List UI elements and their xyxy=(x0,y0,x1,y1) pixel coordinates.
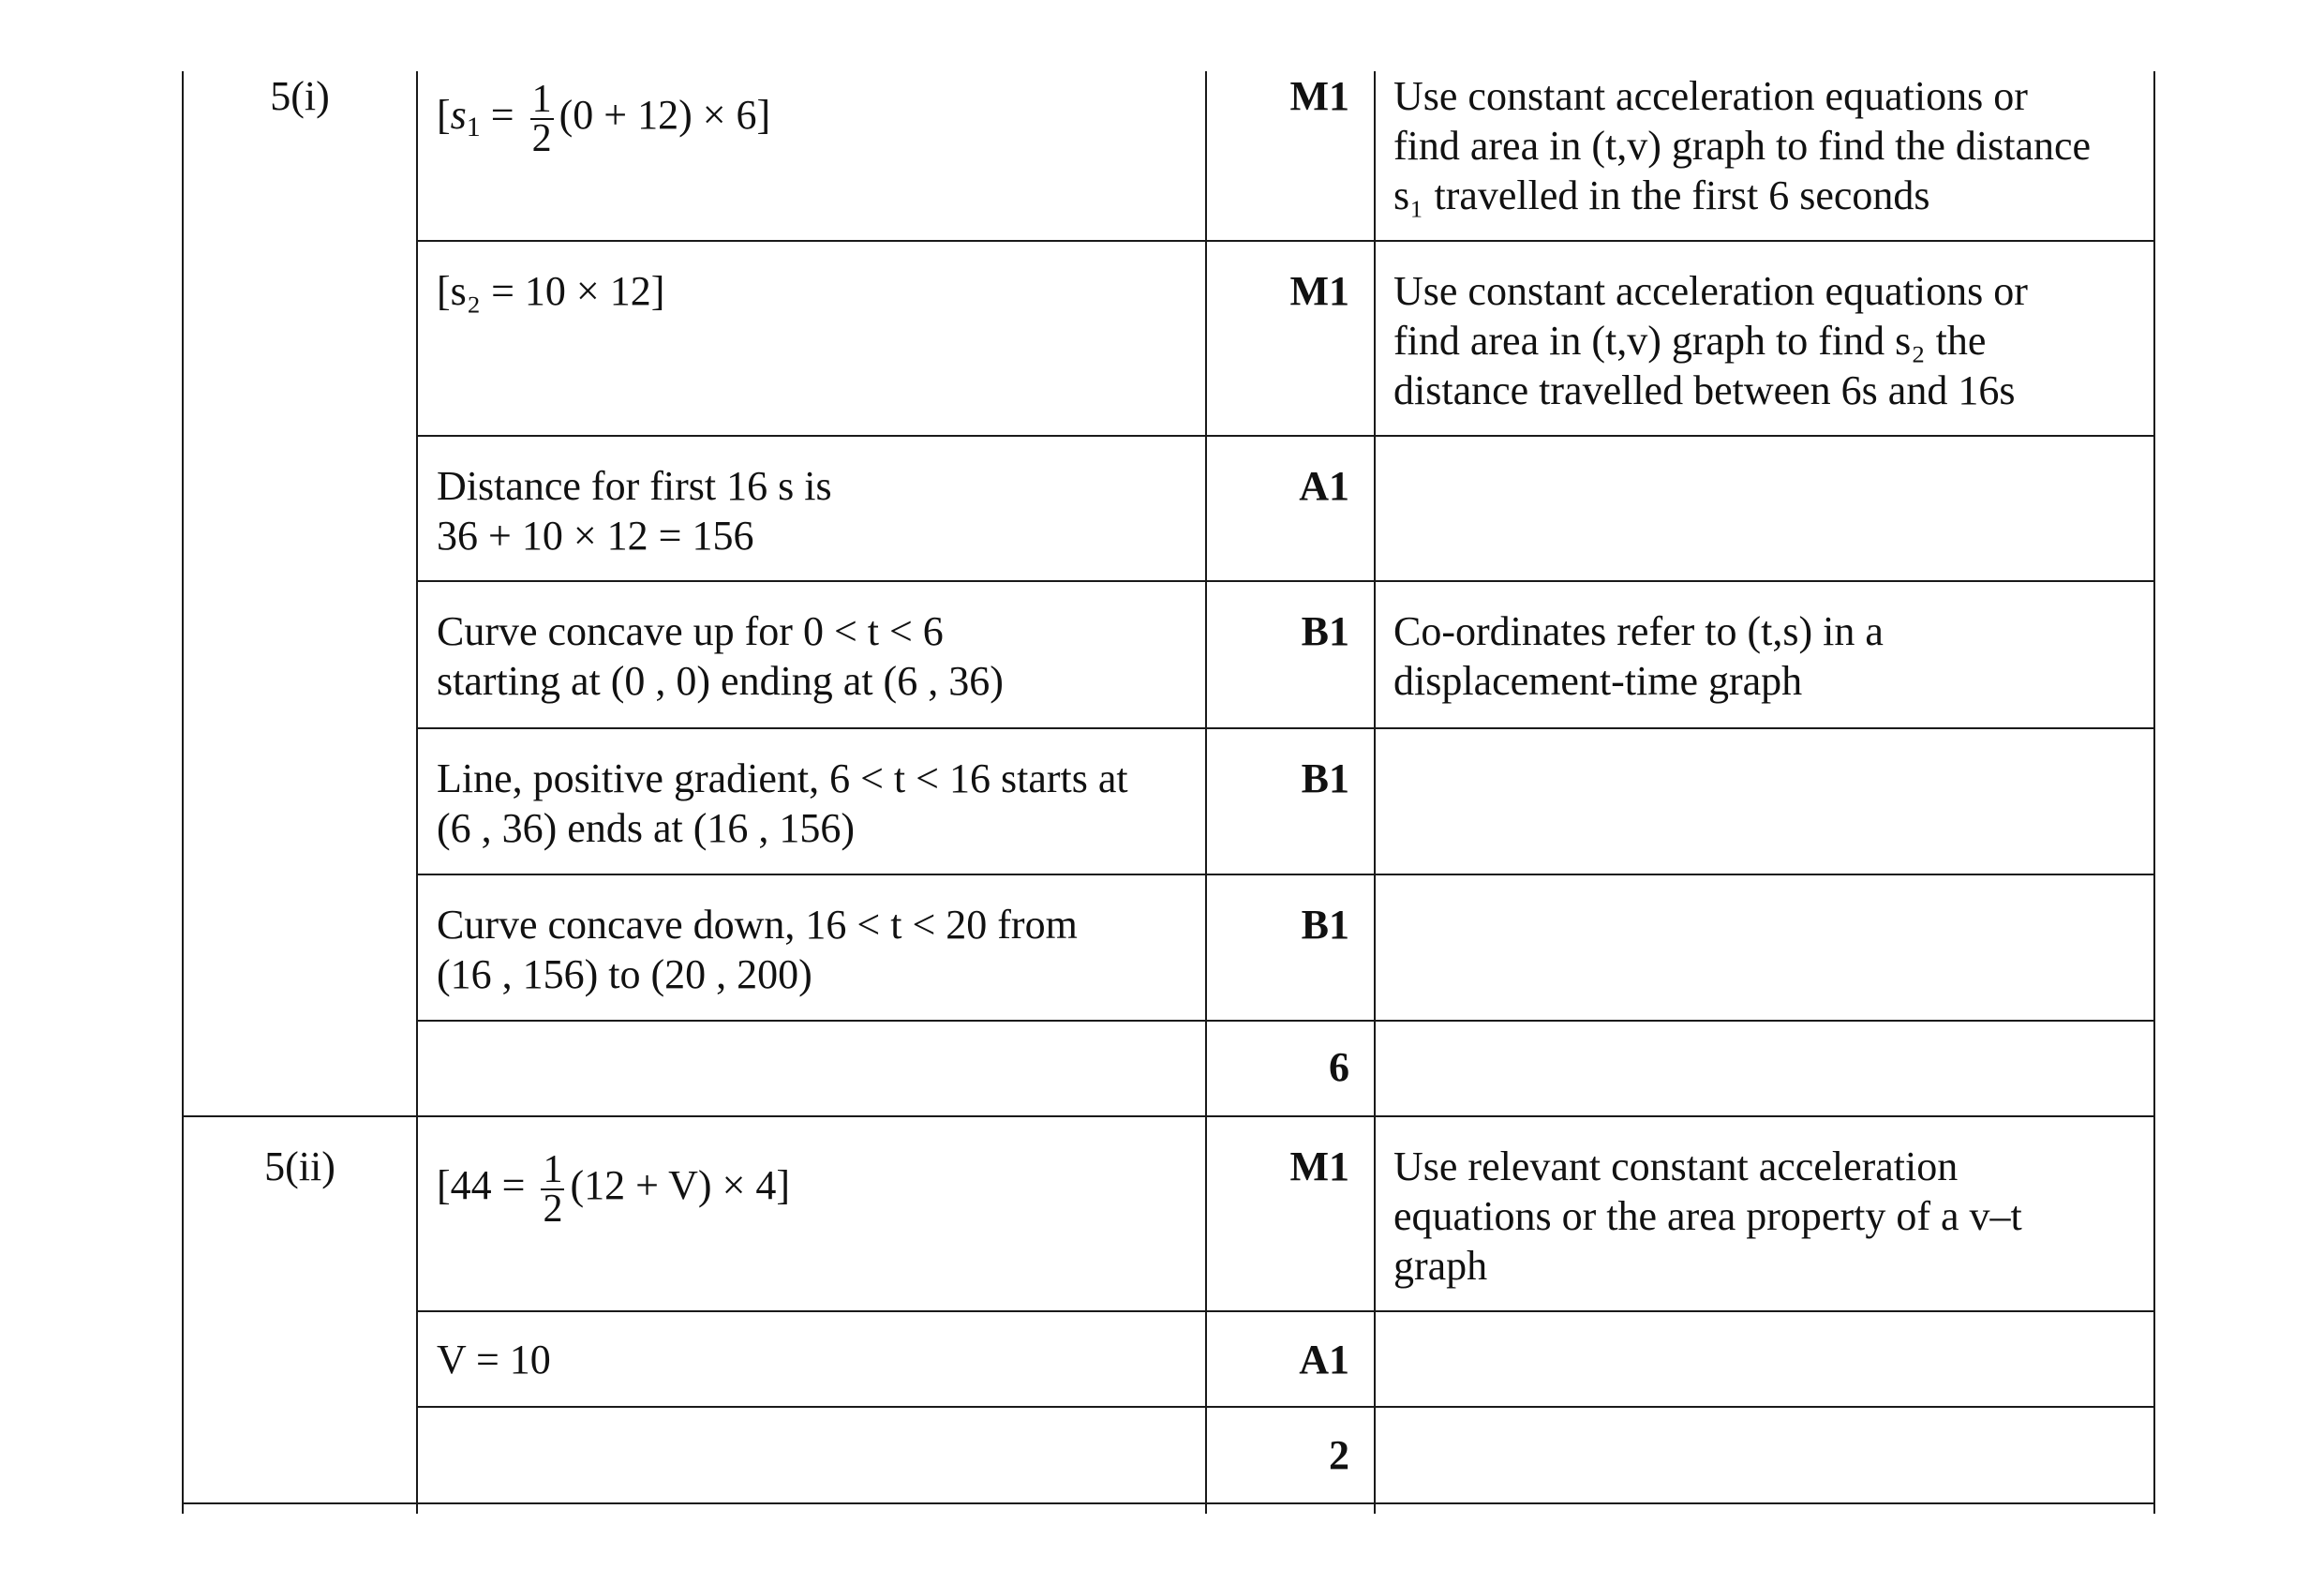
row-divider xyxy=(416,435,2155,437)
question-label: 5(i) xyxy=(270,73,330,119)
guidance-column-left-border xyxy=(1374,71,1376,1514)
mark-code: M1 xyxy=(1289,73,1349,119)
guidance-line: graph xyxy=(1393,1243,1488,1289)
guidance-line: s₁ travelled in the first 6 seconds xyxy=(1393,172,1930,218)
answer-line: starting at (0 , 0) ending at (6 , 36) xyxy=(437,658,1004,704)
guidance-line: Co-ordinates refer to (t,s) in a xyxy=(1393,608,1884,654)
mark-code: B1 xyxy=(1301,902,1349,948)
answer-cell: [s₂ = 10 × 12] xyxy=(437,268,665,314)
mark-code: M1 xyxy=(1289,268,1349,314)
guidance-line: distance travelled between 6s and 16s xyxy=(1393,367,2016,413)
answer-cell: [44 = $\frac{1}{2}$ (12 + V) × 4] xyxy=(437,1148,791,1231)
row-divider xyxy=(416,240,2155,242)
answer-cell: V = 10 xyxy=(437,1337,551,1382)
answer-line: (16 , 156) to (20 , 200) xyxy=(437,951,812,997)
answer-line: (6 , 36) ends at (16 , 156) xyxy=(437,805,856,851)
answer-line: 36 + 10 × 12 = 156 xyxy=(437,513,754,559)
answer-cell: [$s_1$ = $\frac{1}{2}$ (0 + 12) × 6] xyxy=(437,78,771,160)
total-marks: 6 xyxy=(1329,1044,1349,1090)
row-divider xyxy=(416,1020,2155,1022)
answer-line: Distance for first 16 s is xyxy=(437,463,832,509)
guidance-line: Use relevant constant acceleration xyxy=(1393,1143,1959,1189)
guidance-line: equations or the area property of a v–t xyxy=(1393,1193,2022,1239)
answer-column-left-border xyxy=(416,71,418,1514)
answer-line: Line, positive gradient, 6 < t < 16 starts at xyxy=(437,755,1128,801)
total-marks: 2 xyxy=(1329,1432,1349,1478)
mark-code: M1 xyxy=(1289,1143,1349,1189)
table-border-right xyxy=(2153,71,2155,1514)
answer-line: Curve concave down, 16 < t < 20 from xyxy=(437,902,1078,948)
guidance-line: Use constant acceleration equations or xyxy=(1393,268,2028,314)
fraction: $\frac{1}{2}$ xyxy=(543,1148,563,1231)
table-border-left xyxy=(182,71,184,1514)
mark-code: B1 xyxy=(1301,755,1349,801)
row-divider xyxy=(416,727,2155,729)
mark-code: B1 xyxy=(1301,608,1349,654)
row-divider xyxy=(416,1310,2155,1312)
answer-line: Curve concave up for 0 < t < 6 xyxy=(437,608,944,654)
mark-code: A1 xyxy=(1299,1337,1349,1382)
fraction: $\frac{1}{2}$ xyxy=(531,78,552,160)
question-divider xyxy=(182,1115,2155,1117)
row-divider xyxy=(416,874,2155,875)
guidance-line: find area in (t,v) graph to find the distance xyxy=(1393,123,2092,169)
table-border-bottom xyxy=(182,1502,2155,1504)
mark-code: A1 xyxy=(1299,463,1349,509)
guidance-line: Use constant acceleration equations or xyxy=(1393,73,2028,119)
row-divider xyxy=(416,1406,2155,1408)
question-label: 5(ii) xyxy=(264,1143,335,1189)
guidance-line: displacement-time graph xyxy=(1393,658,1803,704)
row-divider xyxy=(416,580,2155,582)
guidance-line: find area in (t,v) graph to find s₂ the xyxy=(1393,318,1987,364)
